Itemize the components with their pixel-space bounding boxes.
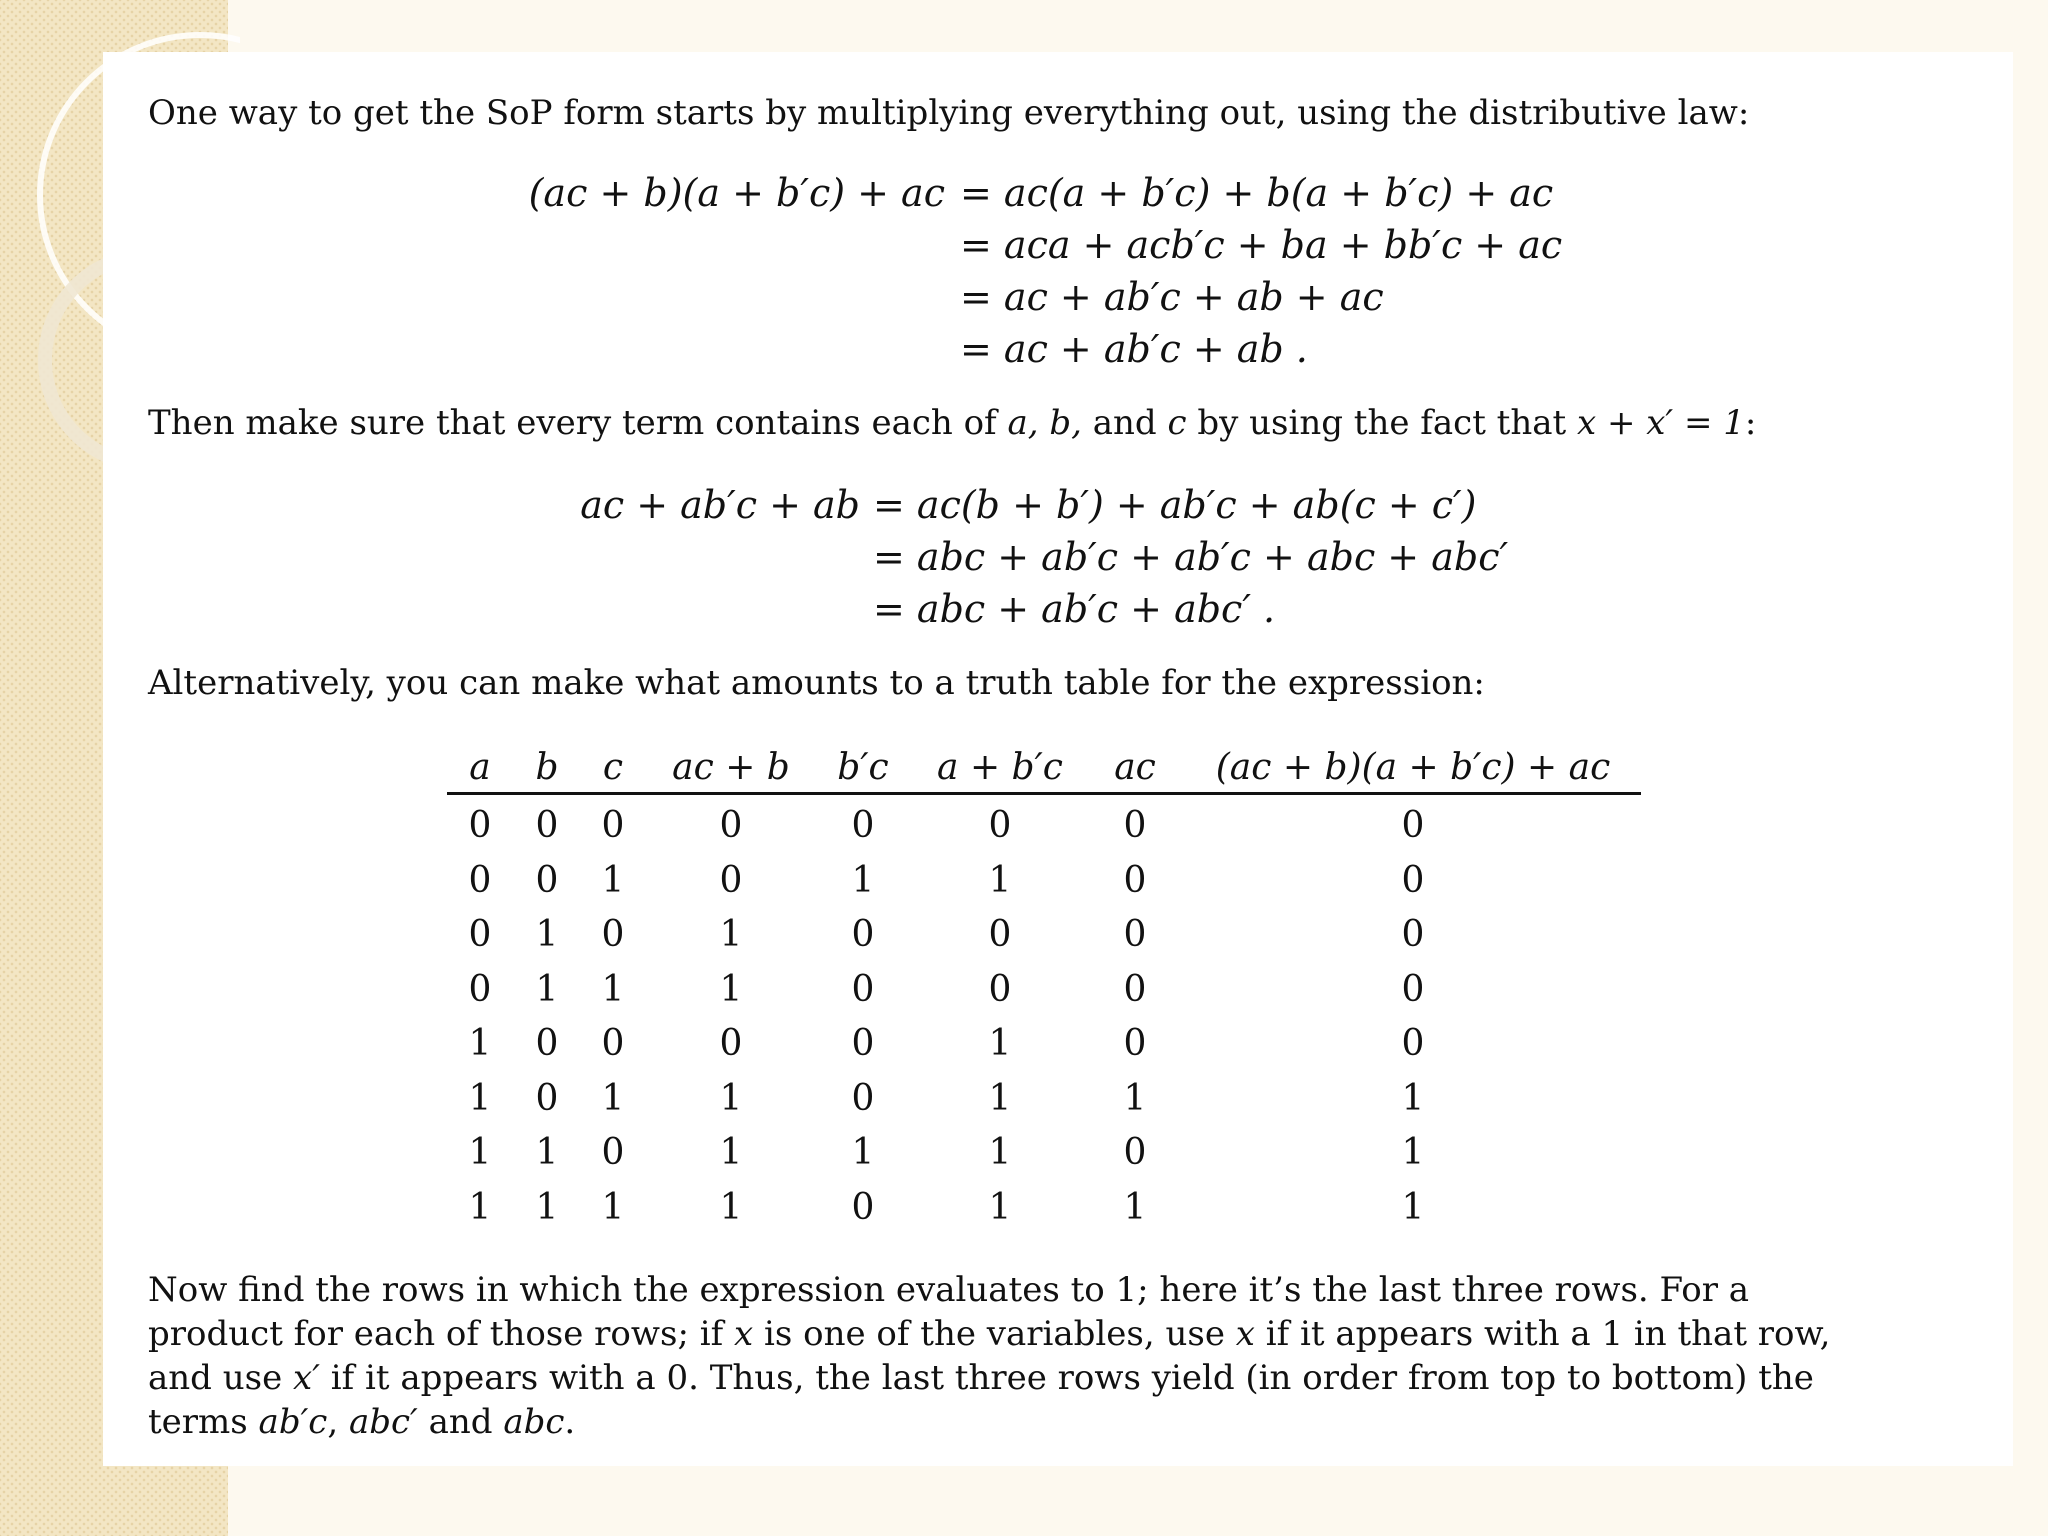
table-cell: 0 [851,1186,875,1228]
table-header-a: a [469,747,491,788]
table-cell: 0 [1401,859,1425,901]
table-cell: 1 [1123,1077,1147,1119]
table-cell: 1 [851,859,875,901]
table-cell: 1 [601,968,625,1010]
table-cell: 0 [1401,968,1425,1010]
table-cell: 0 [1123,1132,1147,1173]
table-cell: 1 [719,968,743,1010]
table-cell: 0 [535,1023,559,1064]
table-cell: 1 [719,1186,743,1228]
final-line-4-part: , [327,1402,349,1442]
table-cell: 1 [468,1077,492,1119]
final-var-x: x [1235,1314,1255,1354]
eq1-rhs-line: = ac + ab′c + ab . [960,327,1308,371]
table-cell: 0 [535,859,559,901]
table-cell: 1 [468,1132,492,1173]
eq1-lhs: (ac + b)(a + b′c) + ac [528,171,945,215]
final-line-3-part: and use [148,1358,294,1398]
table-cell: 0 [719,805,743,846]
eq1-rhs-line: = ac(a + b′c) + b(a + b′c) + ac [960,171,1554,215]
final-line-4-part: . [564,1402,576,1442]
table-cell: 0 [988,968,1012,1010]
table-cell: 0 [851,1023,875,1064]
eq1-rhs-line: = aca + acb′c + ba + bb′c + ac [960,223,1563,267]
table-cell: 1 [1401,1186,1425,1228]
final-paragraph [148,1268,1978,1444]
final-line-1: Now find the rows in which the expression evaluates to 1; here it’s the last three rows. For a [148,1270,1750,1310]
table-cell: 0 [601,1132,625,1173]
table-cell: 1 [1401,1077,1425,1119]
table-cell: 1 [988,1023,1012,1064]
table-cell: 1 [1401,1132,1425,1173]
eq2-rhs-line: = ac(b + b′) + ab′c + ab(c + c′) [873,483,1477,527]
table-cell: 1 [719,1132,743,1173]
eq2-rhs-line: = abc + ab′c + abc′ . [873,587,1276,631]
table-cell: 0 [1401,1023,1425,1064]
table-cell: 1 [851,1132,875,1173]
table-cell: 0 [1401,914,1425,955]
table-cell: 0 [1123,968,1147,1010]
eq2-rhs-line: = abc + ab′c + ab′c + abc + abc′ [873,535,1509,579]
final-var-x-prime: x′ [293,1358,320,1398]
table-header-a-plus-bprime-c: a + b′c [937,747,1063,788]
table-cell: 1 [535,1132,559,1173]
eq2-lhs: ac + ab′c + ab [580,483,860,527]
table-cell: 0 [601,805,625,846]
final-line-3 [148,1356,1978,1400]
table-cell: 0 [1123,805,1147,846]
table-header-ac: ac [1114,747,1156,788]
table-cell: 0 [988,914,1012,955]
then-identity: x + x′ = 1 [1576,403,1745,443]
table-cell: 1 [535,1186,559,1228]
table-cell: 1 [1123,1186,1147,1228]
table-header-rule [447,792,1641,795]
final-line-2-part: is one of the variables, use [753,1314,1236,1354]
table-header-c: c [602,747,624,788]
eq1-rhs-line: = ac + ab′c + ab + ac [960,275,1384,319]
table-cell: 0 [851,805,875,846]
final-line-3-part: if it appears with a 0. Thus, the last three rows yield (in order from top to bottom) the [319,1358,1814,1398]
table-cell: 1 [988,859,1012,901]
table-cell: 0 [719,1023,743,1064]
table-header-expression: (ac + b)(a + b′c) + ac [1215,747,1611,788]
then-mid: by using the fact that [1186,403,1577,443]
table-cell: 0 [851,1077,875,1119]
table-header-ac-plus-b: ac + b [672,747,790,788]
table-cell: 1 [988,1132,1012,1173]
table-header-b: b [535,747,559,788]
table-cell: 0 [468,859,492,901]
final-line-2 [148,1312,1978,1356]
table-cell: 0 [468,968,492,1010]
table-cell: 1 [601,1186,625,1228]
final-term: abc [503,1402,565,1442]
table-cell: 0 [601,914,625,955]
then-end: : [1744,403,1757,443]
final-line-2-part: product for each of those rows; if [148,1314,734,1354]
table-cell: 0 [719,859,743,901]
table-cell: 0 [988,805,1012,846]
final-term: abc′ [348,1402,418,1442]
table-cell: 0 [1401,805,1425,846]
table-cell: 1 [988,1077,1012,1119]
final-line-2-part: if it appears with a 1 in that row, [1254,1314,1831,1354]
table-cell: 1 [535,914,559,955]
alt-text: Alternatively, you can make what amounts to a truth table for the expression: [148,663,1485,703]
table-cell: 1 [719,1077,743,1119]
final-line-4 [148,1400,1978,1444]
table-cell: 0 [1123,1023,1147,1064]
final-line-4-part: and [417,1402,504,1442]
table-cell: 1 [468,1186,492,1228]
table-cell: 0 [851,968,875,1010]
table-cell: 0 [1123,914,1147,955]
table-header-bprime-c: b′c [837,747,889,788]
table-cell: 0 [535,805,559,846]
then-text [148,403,1757,443]
table-cell: 1 [601,1077,625,1119]
table-cell: 1 [535,968,559,1010]
table-cell: 1 [719,914,743,955]
then-vars: a, b, [1007,403,1082,443]
table-cell: 1 [468,1023,492,1064]
intro-text: One way to get the SoP form starts by multiplying everything out, using the distributive law: [148,93,1750,133]
final-line-4-part: terms [148,1402,259,1442]
table-cell: 0 [468,914,492,955]
table-cell: 0 [468,805,492,846]
table-cell: 1 [601,859,625,901]
table-cell: 1 [988,1186,1012,1228]
table-cell: 0 [851,914,875,955]
table-cell: 0 [535,1077,559,1119]
table-cell: 0 [601,1023,625,1064]
then-prefix: Then make sure that every term contains each of [148,403,1008,443]
then-c: c [1167,403,1187,443]
final-term: ab′c [258,1402,328,1442]
final-var-x: x [734,1314,754,1354]
then-and: and [1081,403,1168,443]
table-cell: 0 [1123,859,1147,901]
